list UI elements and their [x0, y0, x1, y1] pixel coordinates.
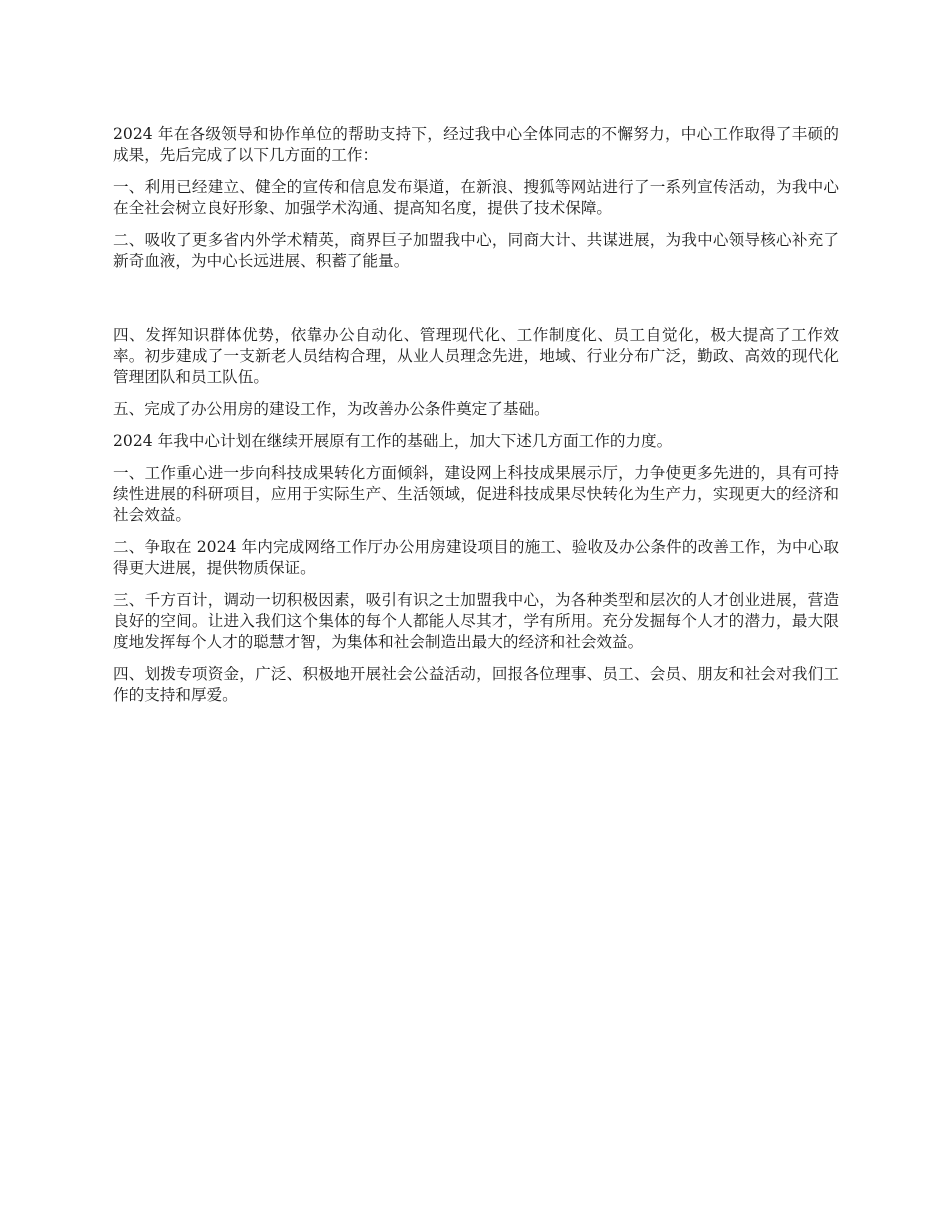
paragraph-plan-intro: 2024 年我中心计划在继续开展原有工作的基础上，加大下述几方面工作的力度。 [113, 432, 673, 450]
paragraph-plan-2: 二、争取在 2024 年内完成网络工作厅办公用房建设项目的施工、验收及办公条件的改善工作，为中心取得更大进展，提供物质保证。 [113, 538, 839, 577]
paragraph-item-4: 四、发挥知识群体优势，依靠办公自动化、管理现代化、工作制度化、员工自觉化，极大提高了工作效率。初步建成了一支新老人员结构合理，从业人员理念先进，地域、行业分布广泛，勤政、高效的现代化管理团队和员工队伍。 [113, 326, 839, 386]
paragraph-item-5: 五、完成了办公用房的建设工作，为改善办公条件奠定了基础。 [113, 400, 550, 418]
blank-gap [113, 283, 839, 325]
paragraph-item-1: 一、利用已经建立、健全的宣传和信息发布渠道，在新浪、搜狐等网站进行了一系列宣传活动，为我中心在全社会树立良好形象、加强学术沟通、提高知名度，提供了技术保障。 [113, 178, 839, 217]
paragraph-item-2: 二、吸收了更多省内外学术精英，商界巨子加盟我中心，同商大计、共谋进展，为我中心领导核心补充了新奇血液，为中心长远进展、积蓄了能量。 [113, 231, 839, 270]
paragraph-plan-1: 一、工作重心进一步向科技成果转化方面倾斜，建设网上科技成果展示厅，力争使更多先进的，具有可持续性进展的科研项目，应用于实际生产、生活领域，促进科技成果尽快转化为生产力，实现更大的经济和社会效益。 [113, 464, 839, 524]
document-body [113, 124, 839, 717]
paragraph-plan-3: 三、千方百计，调动一切积极因素，吸引有识之士加盟我中心，为各种类型和层次的人才创业进展，营造良好的空间。让进入我们这个集体的每个人都能人尽其才，学有所用。充分发掘每个人才的潜力，最大限度地发挥每个人才的聪慧才智，为集体和社会制造出最大的经济和社会效益。 [113, 591, 839, 651]
paragraph-intro: 2024 年在各级领导和协作单位的帮助支持下，经过我中心全体同志的不懈努力，中心工作取得了丰硕的成果，先后完成了以下几方面的工作： [113, 125, 839, 164]
paragraph-plan-4: 四、划拨专项资金，广泛、积极地开展社会公益活动，回报各位理事、员工、会员、朋友和社会对我们工作的支持和厚爱。 [113, 665, 839, 704]
